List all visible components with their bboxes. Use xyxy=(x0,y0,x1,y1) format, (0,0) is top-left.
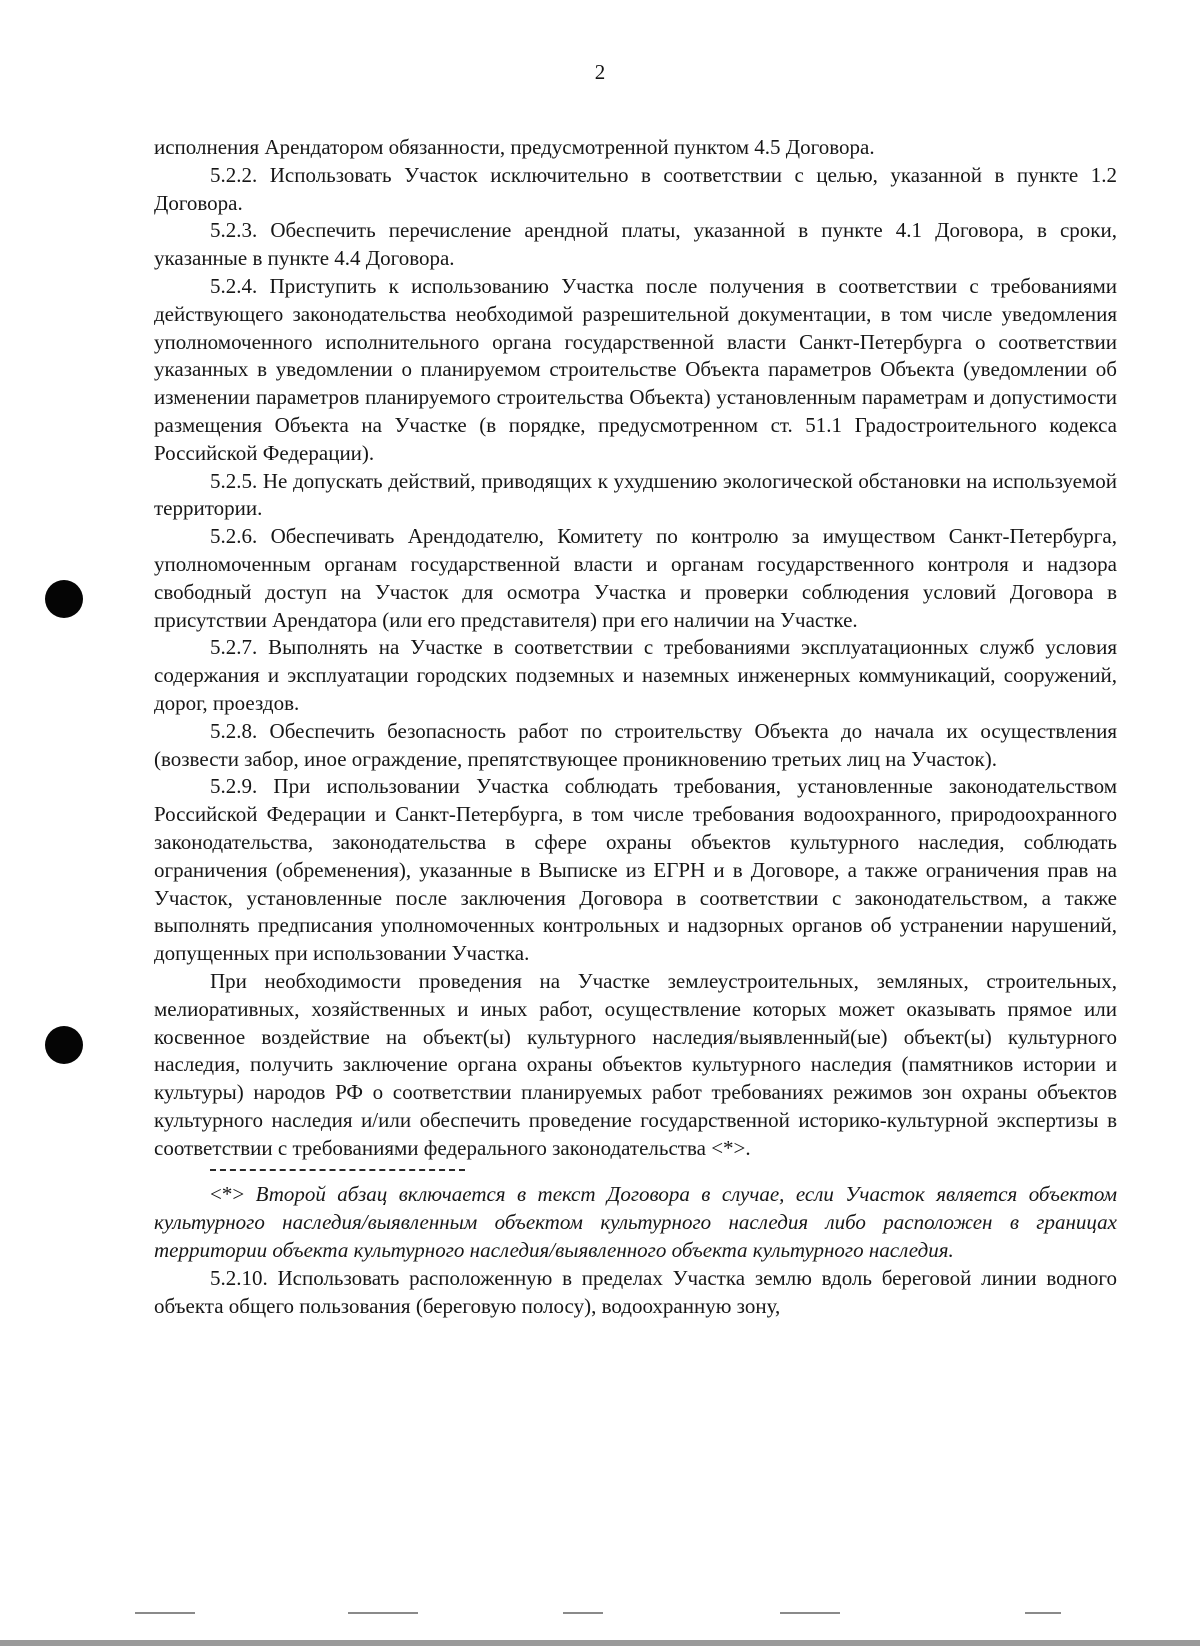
paragraph-5-2-4: 5.2.4. Приступить к использованию Участка после получения в соответствии с требованиями действующего законодательства необходимой разрешительной документации, в том числе уведомления уполномоченного исполнительного органа государственной власти Санкт-Петербурга о соответствии указанных в уведомлении о планируемом строительстве Объекта параметров Объекта (уведомлении об изменении параметров планируемого строительства Объекта) установленным параметрам и допустимости размещения Объекта на Участке (в порядке, предусмотренном ст. 51.1 Градостроительного кодекса Российской Федерации). xyxy=(154,273,1117,465)
paragraph-cultural-heritage: При необходимости проведения на Участке землеустроительных, земляных, строительных, мелиоративных, хозяйственных и иных работ, осуществление которых может оказывать прямое или косвенное воздействие на объект(ы) культурного наследия/выявленный(ые) объект(ы) культурного наследия, получить заключение органа охраны объектов культурного наследия (памятников истории и культуры) народов РФ о соответствии планируемых работ требованиях режимов зон охраны объектов культурного наследия и/или обеспечить проведение государственной историко-культурной экспертизы в соответствии с требованиями федерального законодательства <*>. xyxy=(154,968,1117,1160)
scan-artifact xyxy=(780,1612,840,1614)
paragraph-5-2-7: 5.2.7. Выполнять на Участке в соответствии с требованиями эксплуатационных служб условия содержания и эксплуатации городских подземных и наземных инженерных коммуникаций, сооружений, дорог, проездов. xyxy=(154,635,1117,715)
page-number: 2 xyxy=(594,60,606,84)
punch-hole xyxy=(45,580,83,618)
punch-hole xyxy=(45,1026,83,1064)
footnote-marker: <*> xyxy=(210,1182,245,1207)
paragraph-5-2-5: 5.2.5. Не допускать действий, приводящих к ухудшению экологической обстановки на используемой территории. xyxy=(154,468,1117,521)
footnote xyxy=(154,1181,1117,1264)
scan-artifact xyxy=(1025,1612,1061,1614)
scan-edge xyxy=(0,1640,1200,1646)
paragraph-5-2-10: 5.2.10. Использовать расположенную в пределах Участка землю вдоль береговой линии водного объекта общего пользования (береговую полосу), водоохранную зону, xyxy=(154,1265,1117,1318)
scan-artifact xyxy=(348,1612,418,1614)
scan-artifact xyxy=(135,1612,195,1614)
paragraph-5-2-2: 5.2.2. Использовать Участок исключительно в соответствии с целью, указанной в пункте 1.2 Договора. xyxy=(154,162,1117,215)
paragraph-5-2-3: 5.2.3. Обеспечить перечисление арендной платы, указанной в пункте 4.1 Договора, в сроки, указанные в пункте 4.4 Договора. xyxy=(154,218,1117,271)
paragraph-5-2-6: 5.2.6. Обеспечивать Арендодателю, Комитету по контролю за имуществом Санкт-Петербурга, уполномоченным органам государственной власти и органам государственного контроля и надзора свободный доступ на Участок для осмотра Участка и проверки соблюдения условий Договора в присутствии Арендатора (или его представителя) при его наличии на Участке. xyxy=(154,524,1117,632)
document-body xyxy=(154,134,1117,1320)
footnote-text: Второй абзац включается в текст Договора в случае, если Участок является объектом культурного наследия/выявленным объектом культурного наследия либо расположен в границах территории объекта культурного наследия/выявленного объекта культурного наследия. xyxy=(154,1182,1117,1263)
paragraph-5-2-9: 5.2.9. При использовании Участка соблюдать требования, установленные законодательством Российской Федерации и Санкт-Петербурга, в том числе требования водоохранного, природоохранного законодательства, законодательства в сфере охраны объектов культурного наследия, соблюдать ограничения (обременения), указанные в Выписке из ЕГРН и в Договоре, а также ограничения прав на Участок, установленные после заключения Договора в соответствии с законодательством, а также выполнять предписания уполномоченных контрольных и надзорных органов об устранении нарушений, допущенных при использовании Участка. xyxy=(154,774,1117,966)
paragraph-continuation: исполнения Арендатором обязанности, предусмотренной пунктом 4.5 Договора. xyxy=(154,135,875,159)
scan-artifact xyxy=(563,1612,603,1614)
paragraph-5-2-8: 5.2.8. Обеспечить безопасность работ по строительству Объекта до начала их осуществления (возвести забор, иное ограждение, препятствующее проникновению третьих лиц на Участок). xyxy=(154,718,1117,771)
footnote-separator xyxy=(210,1169,465,1171)
